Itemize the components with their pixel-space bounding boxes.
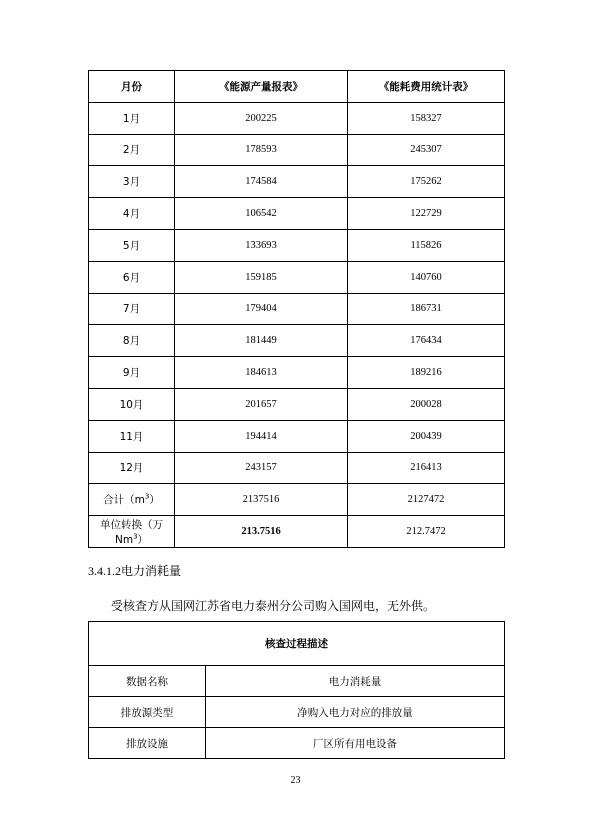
cost-stats-cell: 200028: [348, 388, 505, 420]
month-cell: 8月: [89, 325, 175, 357]
body-paragraph: 受核查方从国网江苏省电力泰州分公司购入国网电，无外供。: [111, 599, 436, 613]
section-number: 3.4.1.2: [88, 564, 121, 578]
total-cost-stats: 2127472: [348, 484, 505, 516]
table-row: [89, 325, 505, 357]
process-table-title-row: [89, 622, 505, 666]
month-cell: 2月: [89, 134, 175, 166]
process-label-cell: 排放源类型: [89, 697, 206, 728]
table-row: [89, 452, 505, 484]
production-cell: 201657: [175, 388, 348, 420]
process-table-body: [89, 666, 505, 759]
month-cell: 1月: [89, 102, 175, 134]
table-row: [89, 229, 505, 261]
section-heading: [88, 562, 181, 579]
table-row: [89, 420, 505, 452]
process-value-cell: 电力消耗量: [206, 666, 505, 697]
table-row: [89, 166, 505, 198]
cost-stats-cell: 176434: [348, 325, 505, 357]
process-value-cell: 厂区所有用电设备: [206, 728, 505, 759]
process-label-cell: 数据名称: [89, 666, 206, 697]
table-row: [89, 261, 505, 293]
cost-stats-cell: 140760: [348, 261, 505, 293]
energy-monthly-table: [88, 70, 505, 548]
production-cell: 184613: [175, 357, 348, 389]
total-row: [89, 484, 505, 516]
cost-stats-cell: 122729: [348, 198, 505, 230]
table-row: [89, 697, 505, 728]
header-cost-stats: 《能耗费用统计表》: [348, 71, 505, 103]
section-title: 电力消耗量: [121, 564, 182, 578]
cost-stats-cell: 216413: [348, 452, 505, 484]
month-cell: 10月: [89, 388, 175, 420]
process-table-title: 核查过程描述: [89, 622, 505, 666]
process-value-cell: 净购入电力对应的排放量: [206, 697, 505, 728]
total-production: 2137516: [175, 484, 348, 516]
unit-label: 单位转换（万 Nm$^3$）: [89, 516, 175, 548]
production-cell: 159185: [175, 261, 348, 293]
page-number: 23: [290, 775, 301, 786]
production-cell: 133693: [175, 229, 348, 261]
production-cell: 194414: [175, 420, 348, 452]
month-cell: 3月: [89, 166, 175, 198]
month-cell: 4月: [89, 198, 175, 230]
total-label: 合计$(m^3)$: [89, 484, 175, 516]
process-label-cell: 排放设施: [89, 728, 206, 759]
table-row: [89, 198, 505, 230]
energy-table-body: [89, 102, 505, 484]
production-cell: 243157: [175, 452, 348, 484]
cost-stats-cell: 200439: [348, 420, 505, 452]
cost-stats-cell: 189216: [348, 357, 505, 389]
header-month: 月份: [89, 71, 175, 103]
production-cell: 181449: [175, 325, 348, 357]
production-cell: 174584: [175, 166, 348, 198]
production-cell: 179404: [175, 293, 348, 325]
table-row: [89, 134, 505, 166]
table-row: [89, 728, 505, 759]
month-cell: 7月: [89, 293, 175, 325]
cost-stats-cell: 115826: [348, 229, 505, 261]
month-cell: 11月: [89, 420, 175, 452]
header-production-report: 《能源产量报表》: [175, 71, 348, 103]
production-cell: 106542: [175, 198, 348, 230]
unit-cost-stats: 212.7472: [348, 516, 505, 548]
month-cell: 5月: [89, 229, 175, 261]
table-row: [89, 293, 505, 325]
cost-stats-cell: 158327: [348, 102, 505, 134]
cost-stats-cell: 245307: [348, 134, 505, 166]
month-cell: 12月: [89, 452, 175, 484]
table-header-row: [89, 71, 505, 103]
unit-conversion-row: [89, 516, 505, 548]
month-cell: 6月: [89, 261, 175, 293]
production-cell: 178593: [175, 134, 348, 166]
table-row: [89, 357, 505, 389]
table-row: [89, 388, 505, 420]
production-cell: 200225: [175, 102, 348, 134]
cost-stats-cell: 186731: [348, 293, 505, 325]
month-cell: 9月: [89, 357, 175, 389]
unit-production: 213.7516: [175, 516, 348, 548]
table-row: [89, 102, 505, 134]
verification-process-table: [88, 621, 505, 759]
cost-stats-cell: 175262: [348, 166, 505, 198]
table-row: [89, 666, 505, 697]
